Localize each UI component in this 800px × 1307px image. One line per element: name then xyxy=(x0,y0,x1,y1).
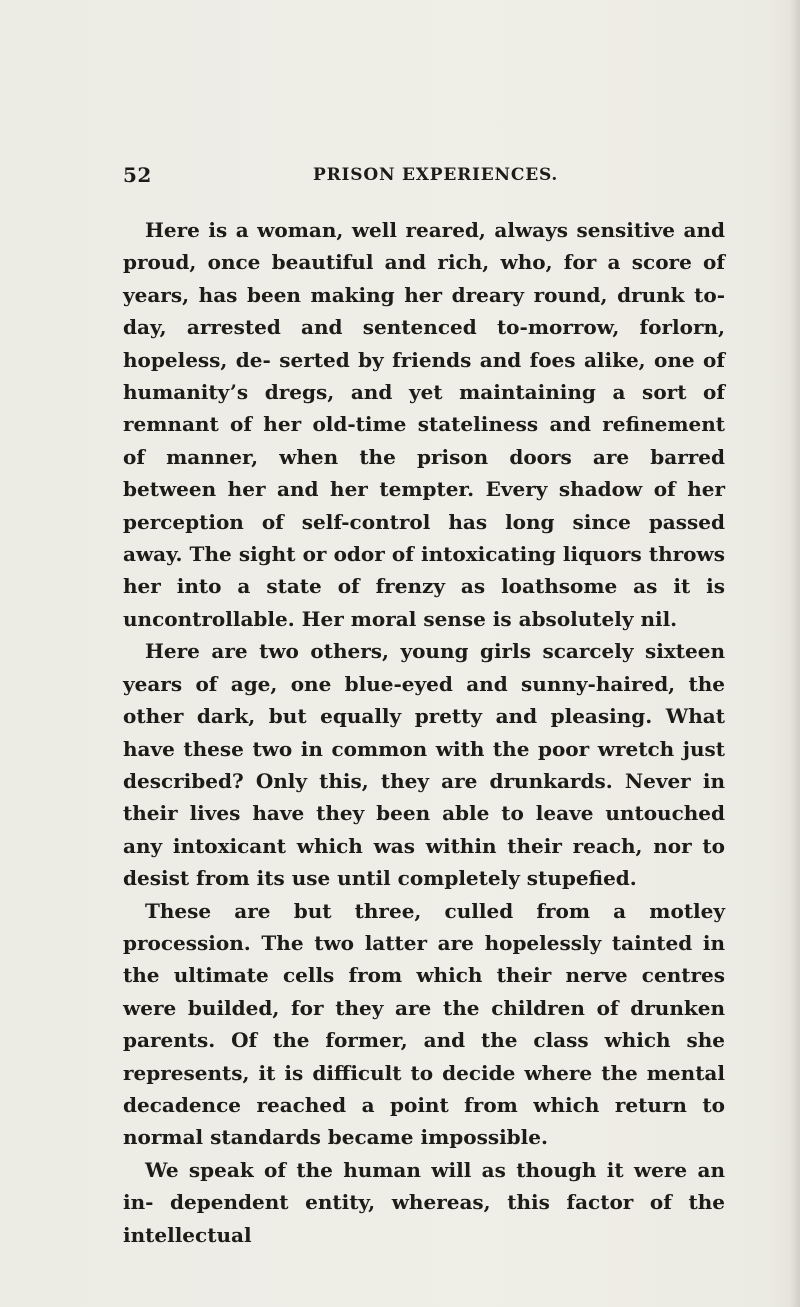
running-head: PRISON EXPERIENCES. xyxy=(313,165,559,185)
paragraph: We speak of the human will as though it were an in- dependent entity, whereas, this factor of the intellectual xyxy=(123,1157,725,1247)
page-header xyxy=(123,163,723,193)
paragraph: Here are two others, young girls scarcely sixteen years of age, one blue-eyed and sunny-haired, the other dark, but equally pretty and pleasing. What have these two in common with the poor wretch just described? Only this, they are drunkards. Never in their lives have they been able to leave untouched any intoxicant which was within their reach, nor to desist from its use until completely stupefied. xyxy=(123,639,725,891)
page-number: 52 xyxy=(123,163,152,187)
paragraph: Here is a woman, well reared, always sensitive and proud, once beautiful and rich, who, for a score of years, has been making her dreary round, drunk to-day, arrested and sentenced to-morrow, forlorn, hopeless, de- serted by friends and foes alike, one of humanity’s dregs, and yet maintaining a sort of remnant of her old-time stateliness and refinement of manner, when the prison doors are barred between her and her tempter. Every shadow of her perception of self-control has long since passed away. The sight or odor of intoxicating liquors throws her into a state of frenzy as loathsome as it is uncontrollable. Her moral sense is absolutely nil. xyxy=(123,218,725,631)
paragraph: These are but three, culled from a motley procession. The two latter are hopelessly tainted in the ultimate cells from which their nerve centres were builded, for they are the children of drunken parents. Of the former, and the class which she represents, it is difficult to decide where the mental decadence reached a point from which return to normal standards became impossible. xyxy=(123,898,725,1150)
body-text xyxy=(123,214,725,1251)
page-edge-shadow xyxy=(790,0,800,1307)
